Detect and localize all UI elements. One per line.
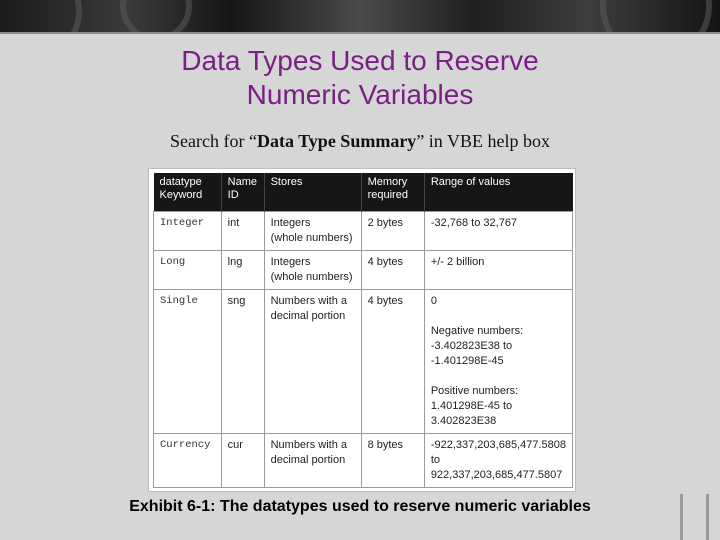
slide-subtitle	[60, 131, 660, 152]
data-type-table	[153, 173, 573, 488]
exhibit-caption: Exhibit 6-1: The datatypes used to reserve numeric variables	[129, 498, 591, 515]
cell-stores: Integers (whole numbers)	[264, 251, 361, 290]
cell-range: -32,768 to 32,767	[424, 212, 572, 251]
subtitle-suffix: ” in VBE help box	[416, 131, 550, 151]
table-row	[154, 290, 573, 434]
cell-stores: Numbers with a decimal portion	[264, 434, 361, 488]
cell-id: sng	[221, 290, 264, 434]
slide-title-line-1: Data Types Used to Reserve	[181, 45, 539, 76]
data-type-table-image	[148, 168, 576, 492]
header-id: Name ID	[221, 173, 264, 212]
cell-memory: 8 bytes	[361, 434, 424, 488]
cell-id: cur	[221, 434, 264, 488]
gear-decoration	[0, 0, 82, 34]
cell-stores: Integers (whole numbers)	[264, 212, 361, 251]
gear-decoration	[120, 0, 192, 34]
subtitle-bold: Data Type Summary	[256, 131, 417, 151]
cell-range: 0 Negative numbers: -3.402823E38 to -1.401298E-45 Positive numbers: 1.401298E-45 to 3.402823E38	[424, 290, 572, 434]
slide-title	[100, 44, 620, 112]
banner-accent-line	[0, 32, 720, 34]
table-header-row	[154, 173, 573, 212]
cell-stores: Numbers with a decimal portion	[264, 290, 361, 434]
header-keyword: datatype Keyword	[154, 173, 222, 212]
cell-range: +/- 2 billion	[424, 251, 572, 290]
table-row	[154, 434, 573, 488]
cell-keyword: Single	[154, 290, 222, 434]
header-memory: Memory required	[361, 173, 424, 212]
cell-keyword: Integer	[154, 212, 222, 251]
cell-memory: 4 bytes	[361, 251, 424, 290]
table-row	[154, 212, 573, 251]
cell-memory: 2 bytes	[361, 212, 424, 251]
header-range: Range of values	[424, 173, 572, 212]
header-stores: Stores	[264, 173, 361, 212]
cell-id: lng	[221, 251, 264, 290]
cell-id: int	[221, 212, 264, 251]
cell-keyword: Long	[154, 251, 222, 290]
table-row	[154, 251, 573, 290]
slide-title-line-2: Numeric Variables	[246, 79, 474, 110]
gear-decoration	[600, 0, 712, 34]
top-banner	[0, 0, 720, 34]
subtitle-prefix: Search for “	[170, 131, 257, 151]
cell-keyword: Currency	[154, 434, 222, 488]
cell-range: -922,337,203,685,477.5808 to 922,337,203,685,477.5807	[424, 434, 572, 488]
cell-memory: 4 bytes	[361, 290, 424, 434]
